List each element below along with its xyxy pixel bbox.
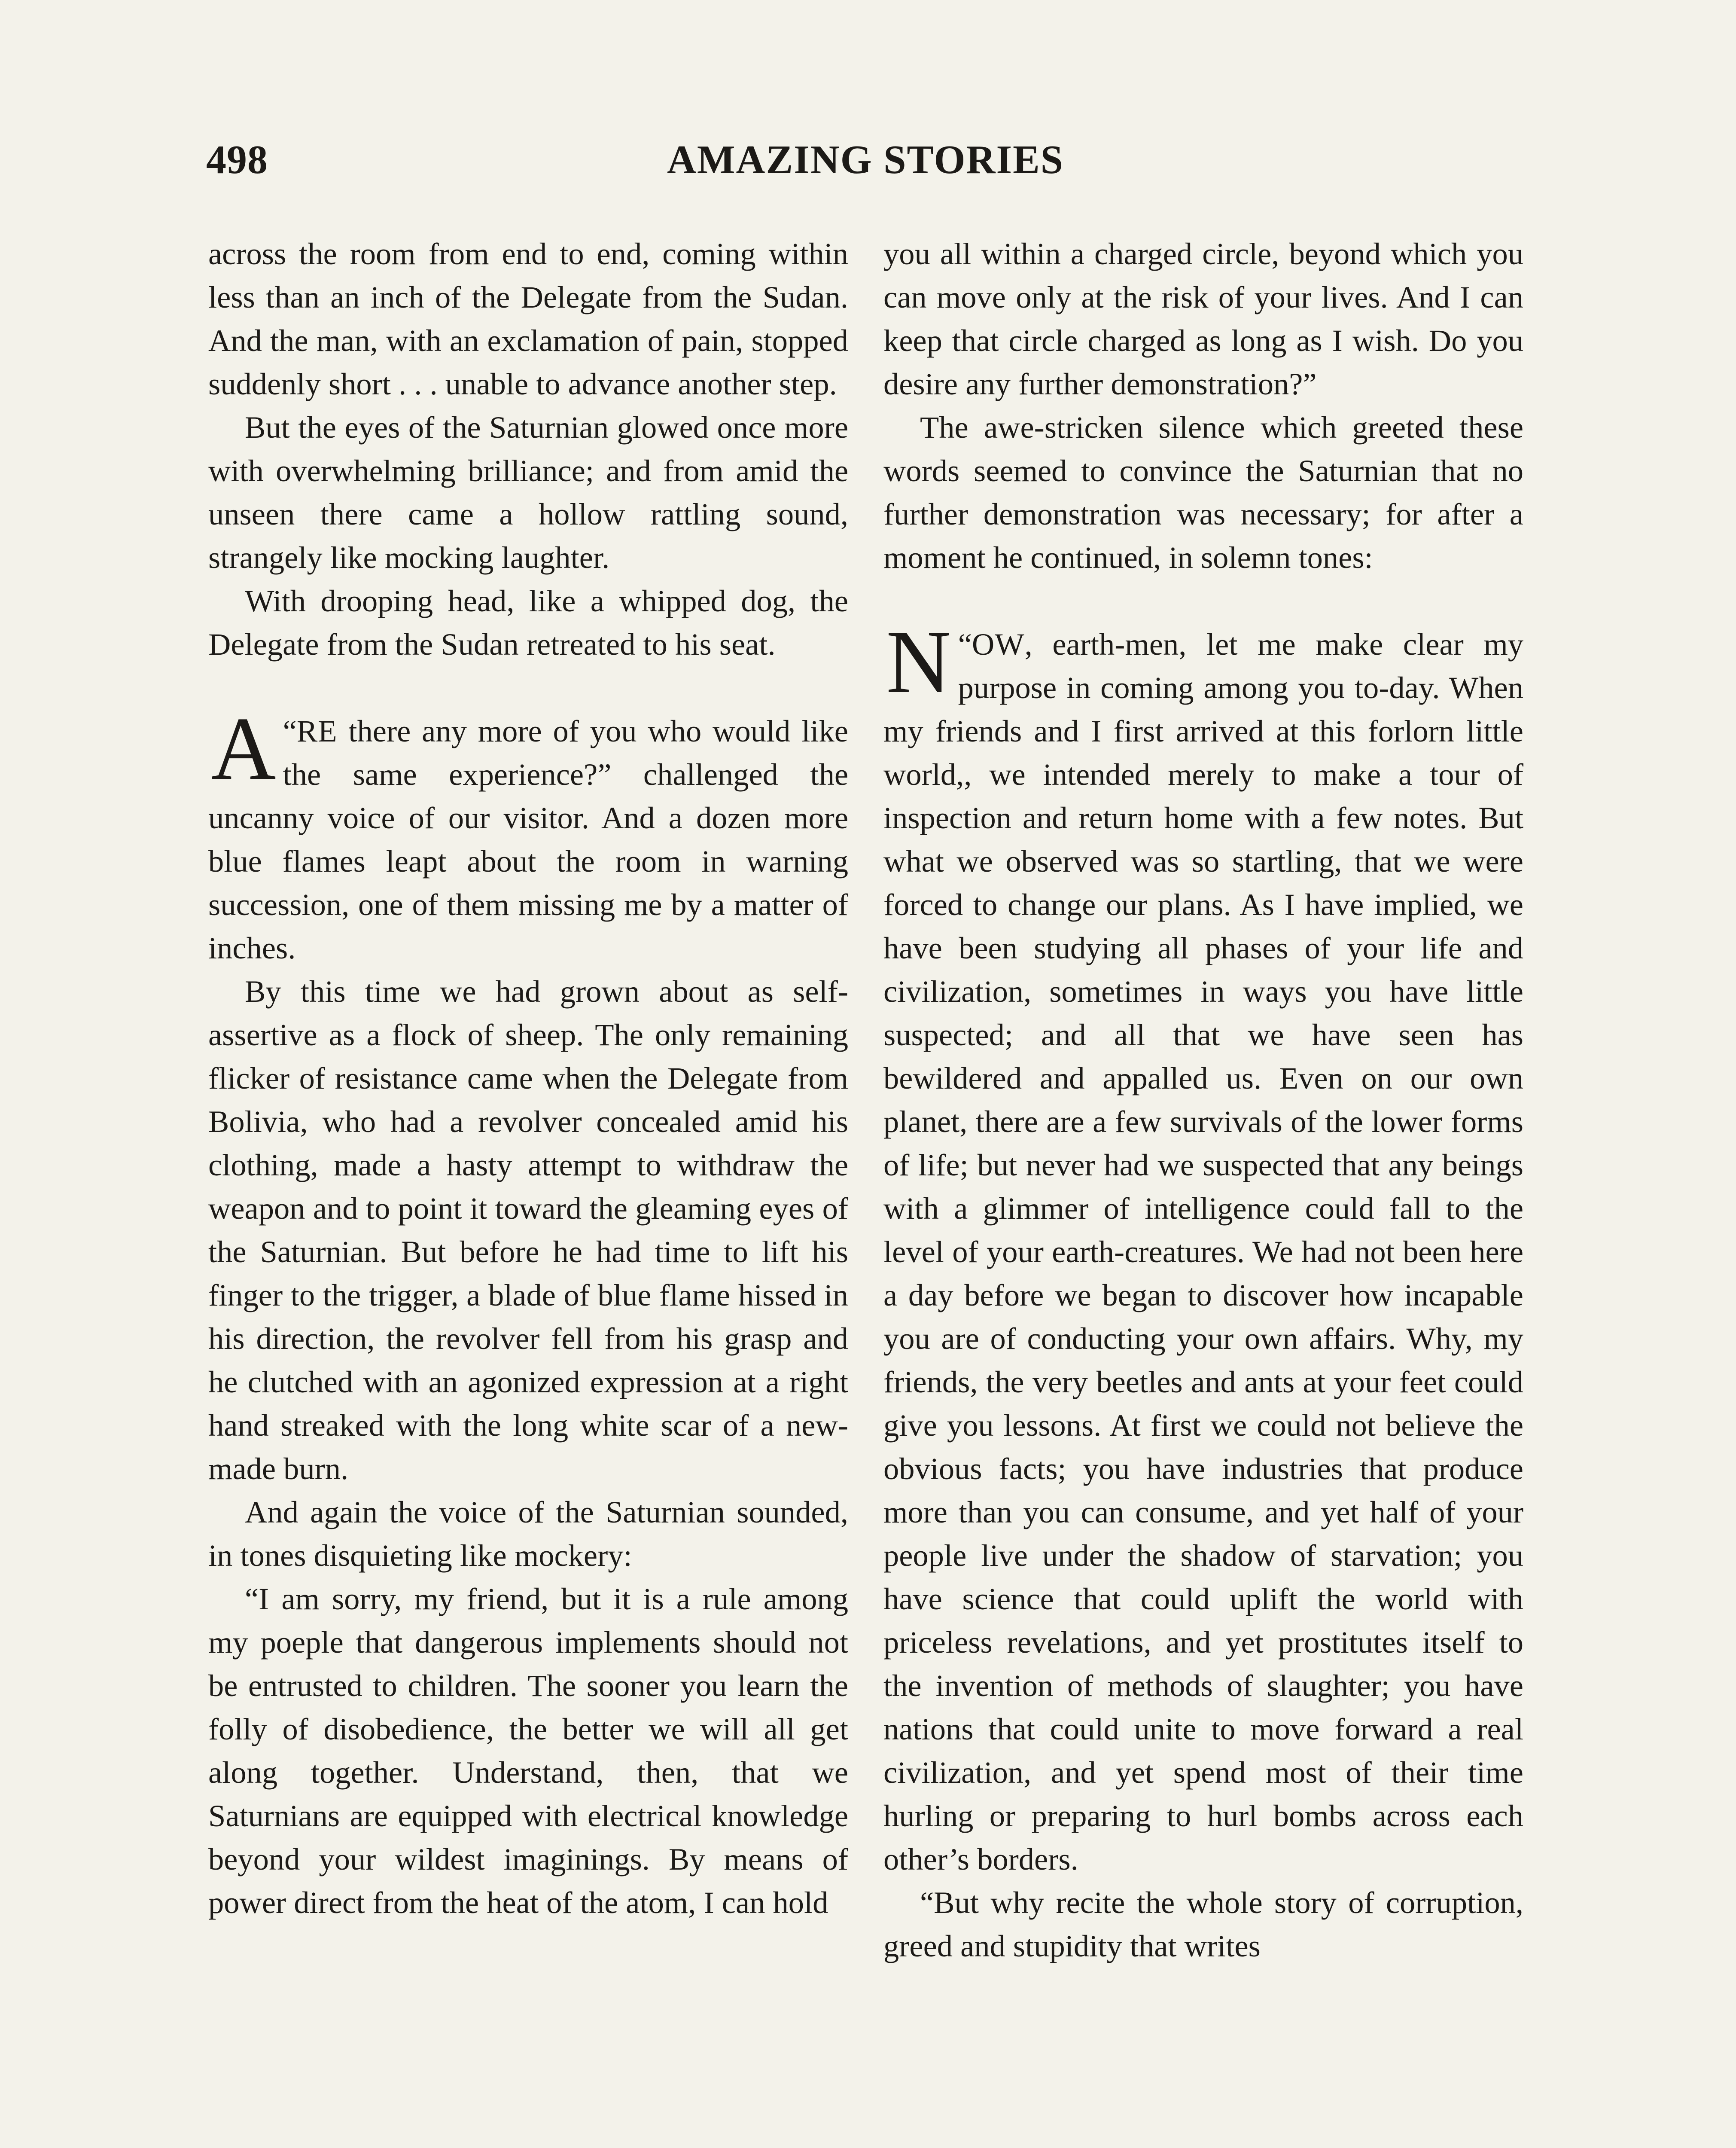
paragraph: “But why recite the whole story of corruption, greed and stupidity that writes xyxy=(883,1885,1523,1963)
paragraph-text: , earth-men, let me make clear my purpose in coming among you to-day. When my friends and I first arrived at this forlorn little world,, we intended merely to make a tour of inspection and return home with a few notes. But what we observed was so startling, that we were forced to change our plans. As I have implied, we have been studying all phases of your life and civilization, sometimes in ways you have little suspected; and all that we have seen has bewildered and appalled us. Even on our own planet, there are a few survivals of the lower forms of life; but never had we suspected that any beings with a glimmer of intelligence could fall to the level of your earth-creatures. We had not been here a day before we began to discover how incapable you are of conducting your own affairs. Why, my friends, the very beetles and ants at your feet could give you lessons. At first we could not believe the obvious facts; you have industries that produce more than you can consume, and yet half of your people live under the shadow of starvation; you have science that could uplift the world with priceless revelations, and yet prostitutes itself to the invention of methods of slaughter; you have nations that could unite to move forward a real civilization, and yet spend most of their time hurling or preparing to hurl bombs across each other’s borders. xyxy=(883,627,1523,1876)
right-column xyxy=(883,232,1523,1968)
paragraph-with-dropcap xyxy=(208,699,848,970)
dropcap-word: RE xyxy=(296,714,338,748)
dropcap-word: OW xyxy=(972,627,1025,662)
dropcap-letter: A xyxy=(211,699,276,799)
paragraph: By this time we had grown about as self-assertive as a flock of sheep. The only remaining flicker of resistance came when the Delegate from Bolivia, who had a revolver concealed amid his clothing, made a hasty attempt to withdraw the weapon and to point it toward the gleaming eyes of the Saturnian. But before he had time to lift his finger to the trigger, a blade of blue flame hissed in his direction, the revolver fell from his grasp and he clutched with an agonized expression at a right hand streaked with the long white scar of a new-made burn. xyxy=(208,974,848,1486)
paragraph: across the room from end to end, coming within less than an inch of the Delegate from the Sudan. And the man, with an exclamation of pain, stopped suddenly short . . . unable to advance another step. xyxy=(208,236,848,401)
paragraph: you all within a charged circle, beyond which you can move only at the risk of your lives. And I can keep that circle charged as long as I wish. Do you desire any further demonstration?” xyxy=(883,236,1523,401)
opening-quote: “ xyxy=(958,627,972,662)
paragraph-with-dropcap xyxy=(883,612,1523,1881)
paragraph: And again the voice of the Saturnian sounded, in tones disquieting like mockery: xyxy=(208,1495,848,1573)
dropcap-letter: N xyxy=(886,612,951,712)
page-number: 498 xyxy=(206,137,268,182)
paragraph: The awe-stricken silence which greeted these words seemed to convince the Saturnian that no further demonstration was necessary; for after a moment he continued, in solemn tones: xyxy=(883,410,1523,575)
paragraph-text: there any more of you who would like the same experience?” challenged the uncanny voice of our visitor. And a dozen more blue flames leapt about the room in warning succession, one of them missing me by a matter of inches. xyxy=(208,714,848,965)
magazine-title: AMAZING STORIES xyxy=(667,137,1064,182)
opening-quote: “ xyxy=(283,714,297,748)
paragraph: “I am sorry, my friend, but it is a rule among my poeple that dangerous implements should not be entrusted to children. The sooner you learn the folly of disobedience, the better we will all get along together. Understand, then, that we Saturnians are equipped with electrical knowledge beyond your wildest imaginings. By means of power direct from the heat of the atom, I can hold xyxy=(208,1581,848,1920)
page-header xyxy=(206,137,1525,188)
left-column xyxy=(208,232,848,1924)
paragraph: But the eyes of the Saturnian glowed once more with overwhelming brilliance; and from amid the unseen there came a hollow rattling sound, strangely like mocking laughter. xyxy=(208,410,848,575)
paragraph: With drooping head, like a whipped dog, the Delegate from the Sudan retreated to his seat. xyxy=(208,583,848,662)
